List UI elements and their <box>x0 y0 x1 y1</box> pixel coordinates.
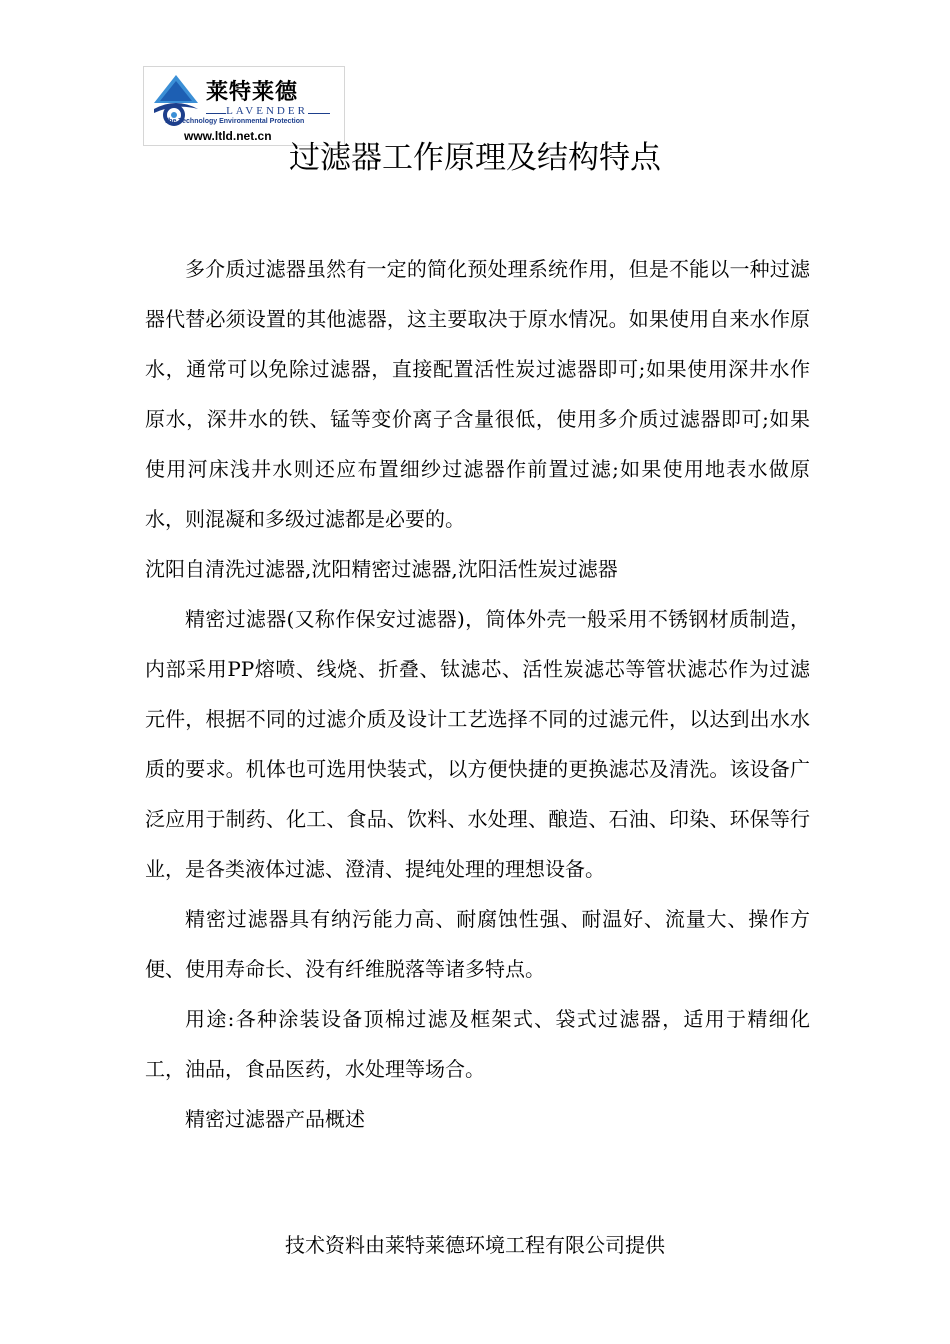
paragraph-features: 精密过滤器具有纳污能力高、耐腐蚀性强、耐温好、流量大、操作方便、使用寿命长、没有纤维脱落等诸多特点。 <box>145 907 810 981</box>
document-body <box>145 244 810 1144</box>
company-logo <box>143 66 345 146</box>
document-title: 过滤器工作原理及结构特点 <box>289 140 661 176</box>
paragraph-precision-filter: 精密过滤器(又称作保安过滤器)，筒体外壳一般采用不锈钢材质制造，内部采用PP熔喷、线烧、折叠、钛滤芯、活性炭滤芯等管状滤芯作为过滤元件，根据不同的过滤介质及设计工艺选择不同的过滤元件，以达到出水水质的要求。机体也可选用快装式，以方便快捷的更换滤芯及清洗。该设备广泛应用于制药、化工、食品、饮料、水处理、酿造、石油、印染、环保等行业，是各类液体过滤、澄清、提纯处理的理想设备。 <box>145 607 810 881</box>
document-footer: 技术资料由莱特莱德环境工程有限公司提供 <box>285 1233 665 1257</box>
paragraph-multimedia-filter: 多介质过滤器虽然有一定的简化预处理系统作用，但是不能以一种过滤器代替必须设置的其他滤器，这主要取决于原水情况。如果使用自来水作原水，通常可以免除过滤器，直接配置活性炭过滤器即可;如果使用深井水作原水，深井水的铁、锰等变价离子含量很低，使用多介质过滤器即可;如果使用河床浅井水则还应布置细纱过滤器作前置过滤;如果使用地表水做原水，则混凝和多级过滤都是必要的。 <box>145 257 810 531</box>
logo-name-cn: 莱特莱德 <box>206 80 299 105</box>
logo-rule-right <box>308 113 330 114</box>
paragraph-usage: 用途:各种涂装设备顶棉过滤及框架式、袋式过滤器，适用于精细化工，油品，食品医药，水处理等场合。 <box>145 1007 810 1081</box>
logo-name-en: LAVENDER <box>226 105 308 117</box>
paragraph-shenyang-products: 沈阳自清洗过滤器,沈阳精密过滤器,沈阳活性炭过滤器 <box>145 557 618 581</box>
logo-tagline: The Technology Environmental Protection <box>164 118 305 125</box>
logo-url: www.ltld.net.cn <box>184 129 272 143</box>
paragraph-overview-heading: 精密过滤器产品概述 <box>185 1107 365 1131</box>
